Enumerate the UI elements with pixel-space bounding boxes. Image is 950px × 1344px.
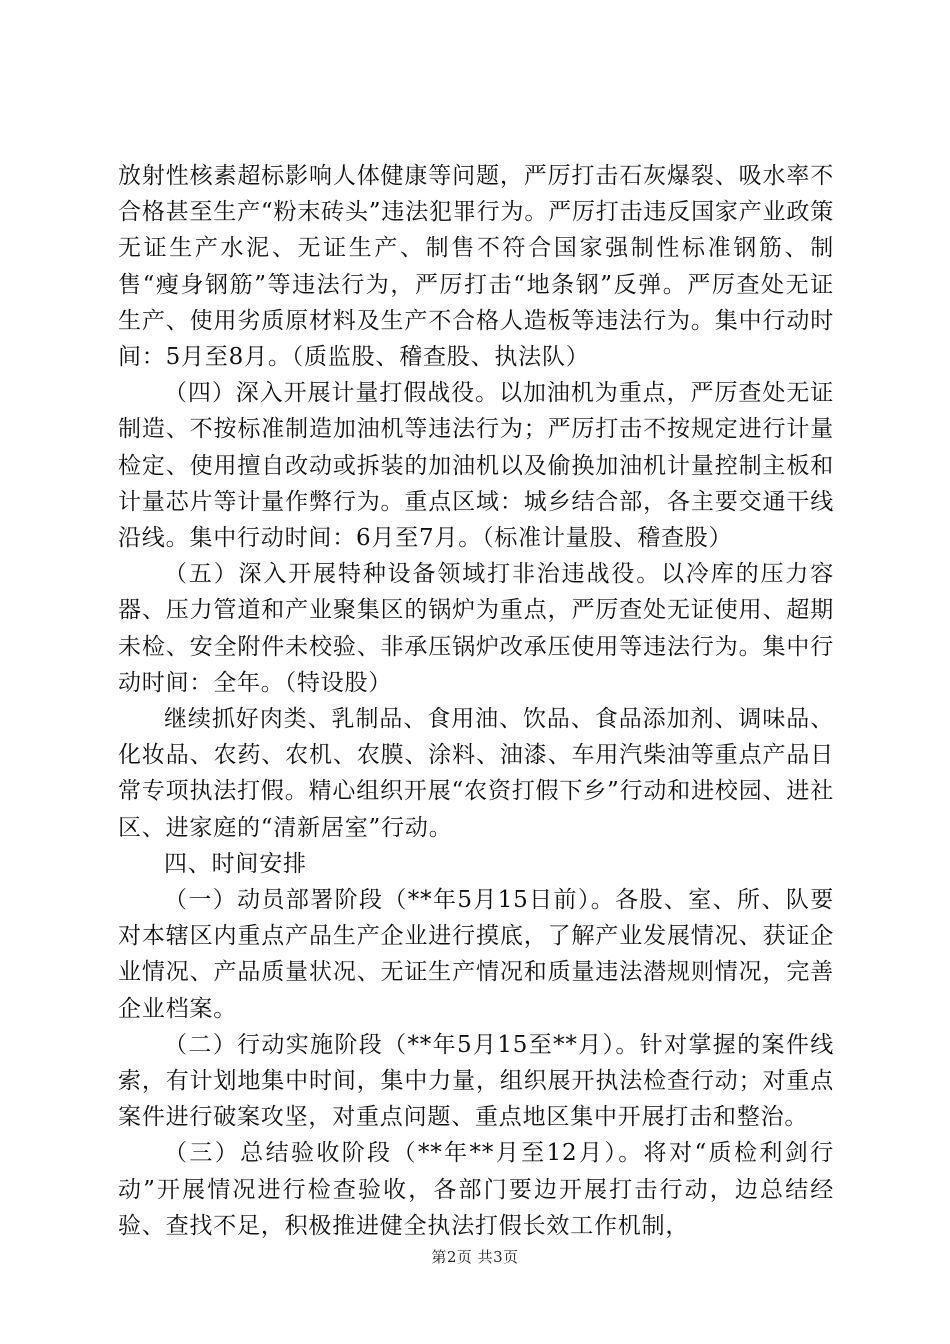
- paragraph-special-equipment-campaign: （五）深入开展特种设备领域打非治违战役。以冷库的压力容器、压力管道和产业聚集区的锅炉为重点，严厉查处无证使用、超期未检、安全附件未校验、非承压锅炉改承压使用等违法行为。集中行动时间：全年。（特设股）: [118, 561, 834, 696]
- paragraph-summary-stage: （三）总结验收阶段（**年**月至12月）。将对“质检利剑行动”开展情况进行检查验收，各部门要边开展打击行动，边总结经验、查找不足，积极推进健全执法打假长效工作机制，: [118, 1140, 834, 1239]
- page-footer: 第2页 共3页: [431, 1248, 519, 1266]
- paragraph-continued: 放射性核素超标影响人体健康等问题，严厉打击石灰爆裂、吸水率不合格甚至生产“粉末砖头”违法犯罪行为。严厉打击违反国家产业政策无证生产水泥、无证生产、制售不符合国家强制性标准钢筋、制售“瘦身钢筋”等违法行为，严厉打击“地条钢”反弹。严厉查处无证生产、使用劣质原材料及生产不合格人造板等违法行为。集中行动时间：5月至8月。（质监股、稽查股、执法队）: [118, 163, 834, 371]
- paragraph-mobilization-stage: （一）动员部署阶段（**年5月15日前）。各股、室、所、队要对本辖区内重点产品生产企业进行摸底，了解产业发展情况、获证企业情况、产品质量状况、无证生产情况和质量违法潜规则情况，完善企业档案。: [118, 887, 834, 1022]
- paragraph-metrology-campaign: （四）深入开展计量打假战役。以加油机为重点，严厉查处无证制造、不按标准制造加油机等违法行为；严厉打击不按规定进行计量检定、使用擅自改动或拆装的加油机以及偷换加油机计量控制主板和计量芯片等计量作弊行为。重点区域：城乡结合部，各主要交通干线沿线。集中行动时间：6月至7月。（标准计量股、稽查股）: [118, 380, 834, 552]
- document-body: [118, 158, 834, 1244]
- paragraph-key-products: 继续抓好肉类、乳制品、食用油、饮品、食品添加剂、调味品、化妆品、农药、农机、农膜、涂料、油漆、车用汽柴油等重点产品日常专项执法打假。精心组织开展“农资打假下乡”行动和进校园、进社区、进家庭的“清新居室”行动。: [118, 706, 834, 841]
- section-heading-schedule: 四、时间安排: [164, 850, 307, 877]
- paragraph-implementation-stage: （二）行动实施阶段（**年5月15至**月）。针对掌握的案件线索，有计划地集中时间，集中力量，组织展开执法检查行动；对重点案件进行破案攻坚，对重点问题、重点地区集中开展打击和整治。: [118, 1031, 834, 1131]
